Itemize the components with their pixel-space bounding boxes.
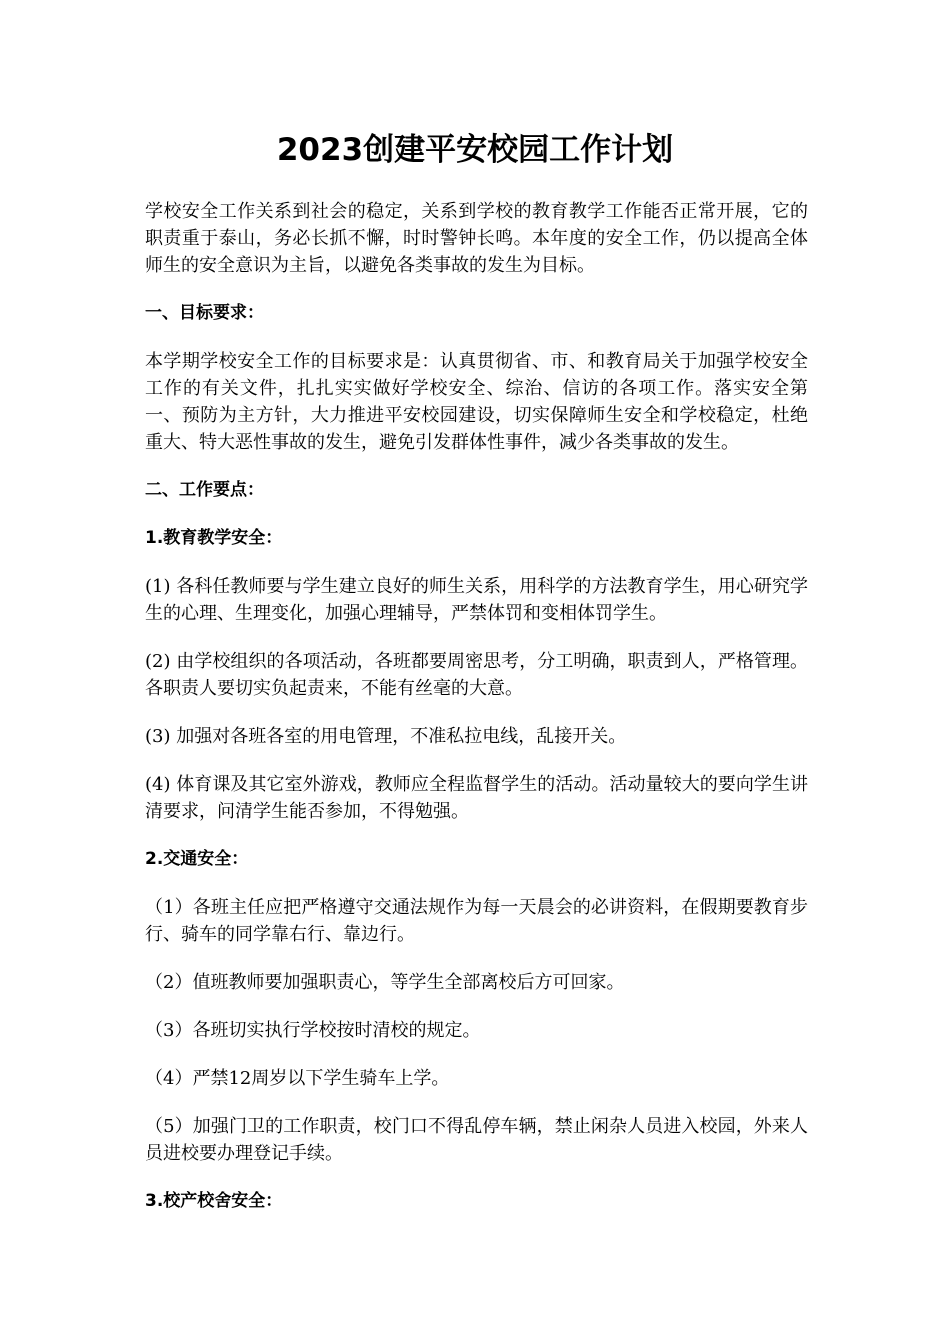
list-item: （1）各班主任应把严格遵守交通法规作为每一天晨会的必讲资料，在假期要教育步行、骑车的同学靠右行、靠边行。 bbox=[145, 897, 808, 945]
list-item: (4) 体育课及其它室外游戏，教师应全程监督学生的活动。活动量较大的要向学生讲清要求，问清学生能否参加，不得勉强。 bbox=[145, 774, 808, 822]
intro-paragraph: 学校安全工作关系到社会的稳定，关系到学校的教育教学工作能否正常开展，它的职责重于泰山，务必长抓不懈，时时警钟长鸣。本年度的安全工作，仍以提高全体师生的安全意识为主旨，以避免各类事故的发生为目标。 bbox=[145, 201, 808, 276]
section-heading-goals: 一、目标要求： bbox=[145, 303, 264, 323]
list-item: (2) 由学校组织的各项活动，各班都要周密思考，分工明确，职责到人，严格管理。各职责人要切实负起责来，不能有丝毫的大意。 bbox=[145, 651, 808, 699]
list-item: (3) 加强对各班各室的用电管理，不准私拉电线，乱接开关。 bbox=[145, 726, 627, 747]
document-title: 2023创建平安校园工作计划 bbox=[276, 132, 674, 168]
list-item: (1) 各科任教师要与学生建立良好的师生关系，用科学的方法教育学生，用心研究学生的心理、生理变化，加强心理辅导，严禁体罚和变相体罚学生。 bbox=[145, 576, 808, 624]
section-heading-key-points: 二、工作要点： bbox=[145, 480, 264, 500]
list-item: （5）加强门卫的工作职责，校门口不得乱停车辆，禁止闲杂人员进入校园，外来人员进校要办理登记手续。 bbox=[145, 1116, 808, 1164]
document-body bbox=[145, 198, 808, 1236]
list-item: （4）严禁12周岁以下学生骑车上学。 bbox=[145, 1068, 450, 1089]
list-item: （3）各班切实执行学校按时清校的规定。 bbox=[145, 1020, 481, 1041]
subsection-heading-traffic-safety: 2.交通安全： bbox=[145, 849, 249, 869]
subsection-heading-teaching-safety: 1.教育教学安全： bbox=[145, 528, 283, 548]
goals-paragraph: 本学期学校安全工作的目标要求是：认真贯彻省、市、和教育局关于加强学校安全工作的有关文件，扎扎实实做好学校安全、综治、信访的各项工作。落实安全第一、预防为主方针，大力推进平安校园建设，切实保障师生安全和学校稳定，杜绝重大、特大恶性事故的发生，避免引发群体性事件，减少各类事故的发生。 bbox=[145, 351, 808, 453]
subsection-heading-property-safety: 3.校产校舍安全： bbox=[145, 1191, 283, 1211]
list-item: （2）值班教师要加强职责心，等学生全部离校后方可回家。 bbox=[145, 972, 625, 993]
